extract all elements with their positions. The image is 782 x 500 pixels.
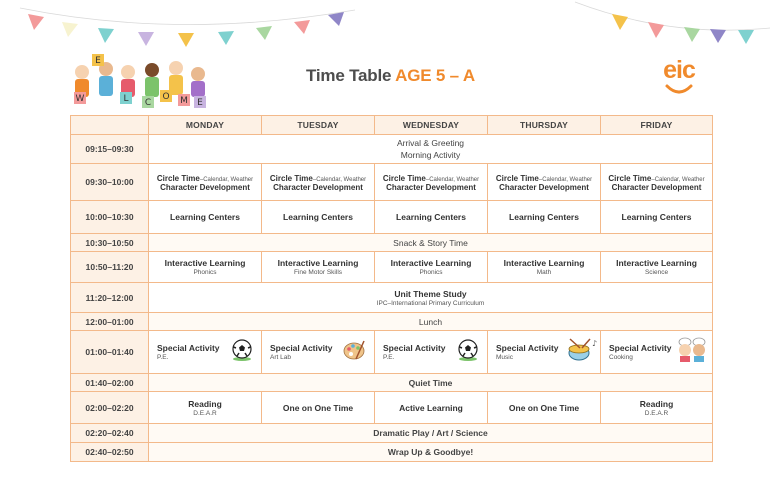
cell-line2: Character Development <box>386 182 476 192</box>
unit-theme-cell <box>149 283 713 313</box>
timetable <box>70 115 713 462</box>
time-slot: 10:50–11:20 <box>71 252 149 283</box>
bunting-decoration <box>0 0 782 55</box>
cell-main: One on One Time <box>282 402 354 413</box>
cell-sub: Art Lab <box>270 354 291 361</box>
circle-time-cell <box>488 164 601 201</box>
cell-sub: Science <box>644 269 669 276</box>
special-activity-content <box>377 343 485 361</box>
cell-main: Special Activity <box>496 343 559 353</box>
table-row <box>71 443 713 462</box>
time-slot: 02:20–02:40 <box>71 424 149 443</box>
arrival-line2: Morning Activity <box>400 150 461 160</box>
table-row <box>71 201 713 234</box>
interactive-learning-cell <box>488 252 601 283</box>
learning-centers-cell <box>601 201 713 234</box>
one-on-one-cell <box>262 392 375 424</box>
cell-main: Reading <box>188 398 222 409</box>
cell-main: Special Activity <box>383 343 446 353</box>
cell-sub: –Calendar, Weather <box>199 176 254 183</box>
time-slot: 10:00–10:30 <box>71 201 149 234</box>
cell-sub: Fine Motor Skills <box>293 269 343 276</box>
dramatic-play-cell: Dramatic Play / Art / Science <box>149 424 713 443</box>
cell-main: Interactive Learning <box>503 258 585 268</box>
cell-main: Interactive Learning <box>390 258 472 268</box>
cell-sub: –Calendar, Weather <box>312 176 367 183</box>
arrival-line1: Arrival & Greeting <box>396 138 465 148</box>
lunch-cell: Lunch <box>149 313 713 331</box>
wrap-up-cell: Wrap Up & Goodbye! <box>149 443 713 462</box>
cell-main: Unit Theme Study <box>394 288 467 299</box>
chef-kids-icon <box>676 337 708 363</box>
cell-main: Special Activity <box>270 343 333 353</box>
table-row <box>71 252 713 283</box>
cell-main: Circle Time <box>269 173 313 183</box>
cell-sub: Phonics <box>193 269 217 276</box>
cell-main: Interactive Learning <box>616 258 697 268</box>
special-activity-content <box>603 343 710 361</box>
svg-text:E: E <box>95 56 101 66</box>
svg-text:M: M <box>180 96 188 106</box>
snack-story-cell: Snack & Story Time <box>149 234 713 252</box>
cell-main: Interactive Learning <box>164 258 246 268</box>
cell-sub: –Calendar, Weather <box>538 176 593 183</box>
cell-sub: P.E. <box>157 354 169 361</box>
table-row <box>71 392 713 424</box>
cell-main: Circle Time <box>156 173 200 183</box>
cell-main: Circle Time <box>608 173 652 183</box>
drum-icon <box>566 337 596 363</box>
cell-sub: D.E.A.R <box>644 409 669 417</box>
arrival-cell <box>149 135 713 164</box>
time-slot: 02:40–02:50 <box>71 443 149 462</box>
time-slot: 09:15–09:30 <box>71 135 149 164</box>
time-slot: 01:40–02:00 <box>71 374 149 392</box>
cell-main: One on One Time <box>508 402 580 413</box>
circle-time-cell <box>262 164 375 201</box>
learning-centers-cell <box>375 201 488 234</box>
time-slot: 11:20–12:00 <box>71 283 149 313</box>
special-activity-cell <box>488 331 601 374</box>
cell-main: Learning Centers <box>283 212 353 222</box>
day-header-thursday: THURSDAY <box>488 116 601 135</box>
cell-main: Reading <box>639 398 674 409</box>
table-row <box>71 234 713 252</box>
cell-main: Special Activity <box>609 343 672 353</box>
special-activity-content <box>264 343 372 361</box>
table-row <box>71 331 713 374</box>
table-row <box>71 374 713 392</box>
cell-line2: Character Development <box>160 182 250 192</box>
cell-main: Interactive Learning <box>277 258 359 268</box>
day-header-friday: FRIDAY <box>601 116 713 135</box>
cell-sub: Music <box>496 354 513 361</box>
svg-text:♪: ♪ <box>592 339 598 348</box>
time-slot: 02:00–02:20 <box>71 392 149 424</box>
table-row <box>71 164 713 201</box>
circle-time-cell <box>601 164 713 201</box>
cell-sub: D.E.A.R <box>193 409 217 417</box>
cell-main: Circle Time <box>382 173 426 183</box>
cell-sub: –Calendar, Weather <box>651 176 705 183</box>
interactive-learning-cell <box>601 252 713 283</box>
cell-line2: Character Development <box>611 182 702 192</box>
special-activity-content <box>151 343 259 361</box>
interactive-learning-cell <box>262 252 375 283</box>
cell-main: Learning Centers <box>170 212 240 222</box>
time-header-cell <box>71 116 149 135</box>
day-header-wednesday: WEDNESDAY <box>375 116 488 135</box>
soccer-ball-icon <box>457 339 479 361</box>
paint-palette-icon <box>342 339 366 361</box>
cell-main: Learning Centers <box>509 212 579 222</box>
day-header-tuesday: TUESDAY <box>262 116 375 135</box>
special-activity-cell <box>149 331 262 374</box>
table-row <box>71 313 713 331</box>
page-title <box>306 66 475 86</box>
reading-cell <box>601 392 713 424</box>
cell-sub: IPC–International Primary Curriculum <box>376 299 485 307</box>
special-activity-content <box>490 339 598 361</box>
special-activity-cell <box>375 331 488 374</box>
cell-main: Active Learning <box>399 402 463 413</box>
one-on-one-cell <box>488 392 601 424</box>
special-activity-cell <box>601 331 713 374</box>
cell-sub: Math <box>536 269 552 276</box>
logo-text: eic <box>663 56 695 84</box>
learning-centers-cell <box>262 201 375 234</box>
smile-icon <box>665 84 693 96</box>
cell-main: Learning Centers <box>621 212 692 222</box>
time-slot: 09:30–10:00 <box>71 164 149 201</box>
svg-text:C: C <box>144 98 152 108</box>
cell-line2: Character Development <box>499 182 589 192</box>
learning-centers-cell <box>149 201 262 234</box>
interactive-learning-cell <box>149 252 262 283</box>
table-row <box>71 424 713 443</box>
cell-main: Circle Time <box>495 173 539 183</box>
cell-sub: Cooking <box>609 354 633 361</box>
soccer-ball-icon <box>231 339 253 361</box>
svg-text:E: E <box>197 98 203 108</box>
day-header-monday: MONDAY <box>149 116 262 135</box>
interactive-learning-cell <box>375 252 488 283</box>
cell-line2: Character Development <box>273 182 363 192</box>
title-prefix: Time Table <box>306 66 392 85</box>
cell-sub: P.E. <box>383 354 395 361</box>
time-slot: 12:00–01:00 <box>71 313 149 331</box>
cell-sub: –Calendar, Weather <box>425 176 480 183</box>
reading-cell <box>149 392 262 424</box>
eic-logo <box>655 58 703 98</box>
active-learning-cell <box>375 392 488 424</box>
welcome-kids-illustration <box>70 52 210 112</box>
time-slot: 01:00–01:40 <box>71 331 149 374</box>
quiet-time-cell: Quiet Time <box>149 374 713 392</box>
table-row <box>71 283 713 313</box>
title-accent: AGE 5 – A <box>395 66 475 85</box>
svg-text:L: L <box>123 94 129 104</box>
learning-centers-cell <box>488 201 601 234</box>
cell-main: Special Activity <box>157 343 220 353</box>
table-row <box>71 135 713 164</box>
svg-text:O: O <box>162 92 170 102</box>
header-row <box>71 116 713 135</box>
svg-text:W: W <box>75 94 85 104</box>
special-activity-cell <box>262 331 375 374</box>
circle-time-cell <box>149 164 262 201</box>
circle-time-cell <box>375 164 488 201</box>
time-slot: 10:30–10:50 <box>71 234 149 252</box>
cell-main: Learning Centers <box>396 212 466 222</box>
cell-sub: Phonics <box>419 269 443 276</box>
